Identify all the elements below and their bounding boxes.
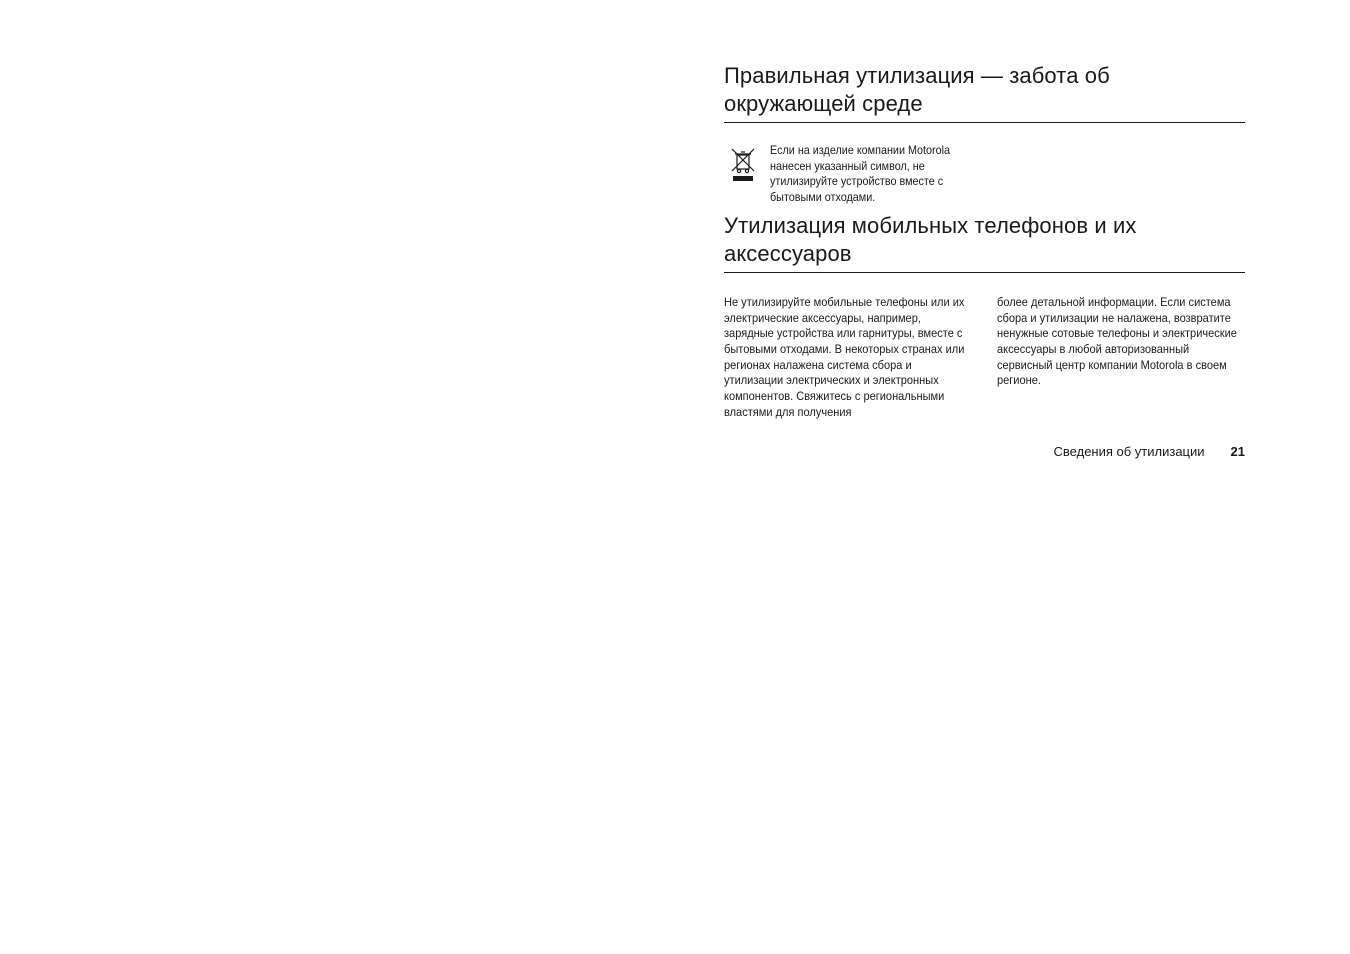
body-text-left: Не утилизируйте мобильные телефоны или их электрические аксессуары, например, зарядные устройства или гарнитуры, вместе с бытовыми отходами. В некоторых странах или регионах налажена система сбора и утилизации электрических и электронных компонентов. Свяжитесь с региональными властями для получения (724, 294, 965, 419)
body-column-right (997, 295, 1245, 421)
crossed-out-wheelie-bin-icon (724, 147, 762, 187)
page-footer (1054, 444, 1245, 459)
body-columns (724, 295, 1245, 421)
section-heading-phone-disposal: Утилизация мобильных телефонов и их аксессуаров (724, 212, 1245, 273)
document-page (724, 62, 1245, 459)
footer-section-name: Сведения об утилизации (1053, 444, 1205, 459)
page-number: 21 (1230, 444, 1245, 459)
section-heading-disposal: Правильная утилизация — забота об окружающей среде (724, 62, 1245, 123)
body-column-left (724, 295, 972, 421)
disposal-notice (724, 143, 1245, 206)
disposal-notice-text: Если на изделие компании Motorola нанесен указанный символ, не утилизируйте устройство вместе с бытовыми отходами. (770, 143, 951, 205)
body-text-right: более детальной информации. Если система сбора и утилизации не налажена, возвратите ненужные сотовые телефоны и электрические аксессуары в любой авторизованный сервисный центр компании Motorola в своем регионе. (997, 294, 1237, 388)
